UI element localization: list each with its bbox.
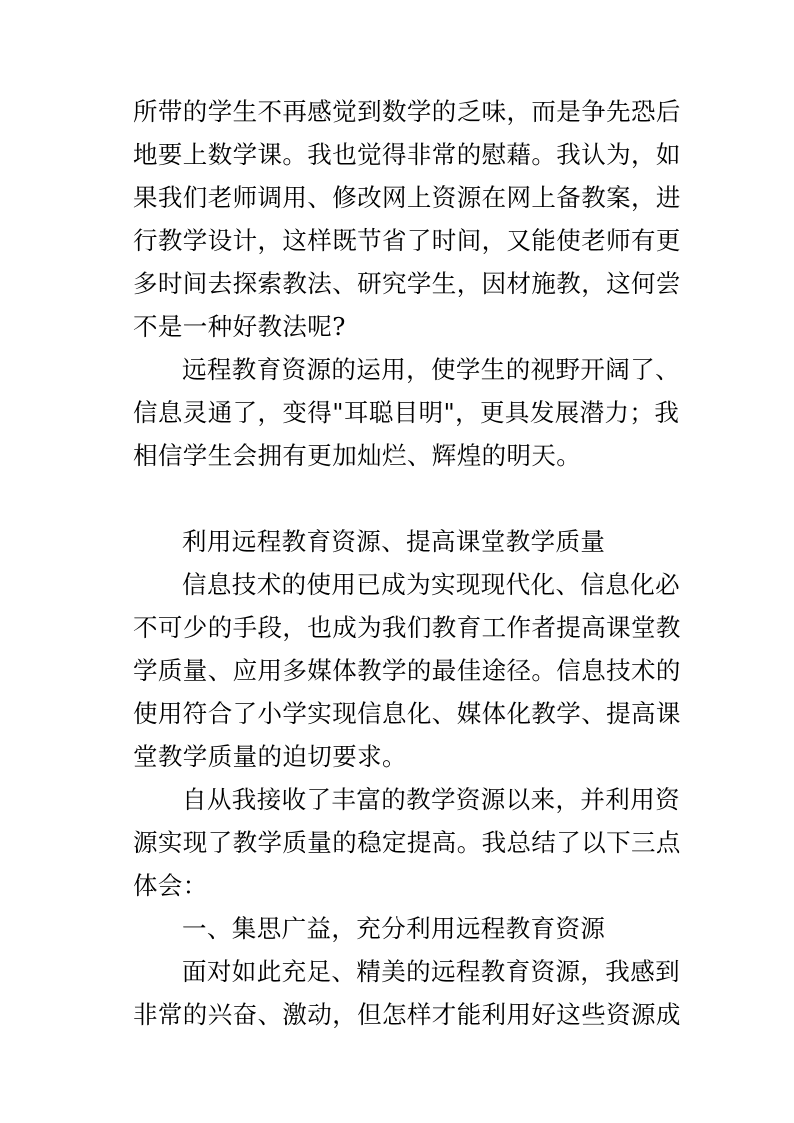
paragraph-start: 面对如此充足、精美的远程教育资源，我感到 bbox=[182, 957, 680, 986]
section-title: 利用远程教育资源、提高课堂教学质量 bbox=[182, 527, 606, 556]
subsection-heading: 一、集思广益，充分利用远程教育资源 bbox=[182, 914, 606, 943]
text-line: 体会： bbox=[133, 871, 208, 900]
text-line: 不可少的手段，也成为我们教育工作者提高课堂教 bbox=[133, 613, 681, 642]
document-page bbox=[133, 90, 681, 1036]
text-line: 堂教学质量的迫切要求。 bbox=[133, 742, 407, 771]
text-line: 非常的兴奋、激动，但怎样才能利用好这些资源成 bbox=[133, 1000, 681, 1029]
text-line: 多时间去探索教法、研究学生，因材施教，这何尝 bbox=[133, 269, 681, 298]
paragraph-start: 信息技术的使用已成为实现现代化、信息化必 bbox=[182, 570, 680, 599]
text-line: 果我们老师调用、修改网上资源在网上备教案，进 bbox=[133, 183, 681, 212]
paragraph-start: 远程教育资源的运用，使学生的视野开阔了、 bbox=[182, 355, 680, 384]
text-line: 行教学设计，这样既节省了时间，又能使老师有更 bbox=[133, 226, 681, 255]
text-line: 不是一种好教法呢? bbox=[133, 312, 346, 341]
paragraph-start: 自从我接收了丰富的教学资源以来，并利用资 bbox=[182, 785, 680, 814]
text-line: 使用符合了小学实现信息化、媒体化教学、提高课 bbox=[133, 699, 681, 728]
blank-line bbox=[133, 477, 663, 520]
text-line: 学质量、应用多媒体教学的最佳途径。信息技术的 bbox=[133, 656, 681, 685]
text-line: 信息灵通了，变得"耳聪目明"，更具发展潜力；我 bbox=[133, 398, 680, 427]
text-line: 源实现了教学质量的稳定提高。我总结了以下三点 bbox=[133, 828, 681, 857]
text-line: 相信学生会拥有更加灿烂、辉煌的明天。 bbox=[133, 441, 582, 470]
text-line: 所带的学生不再感觉到数学的乏味，而是争先恐后 bbox=[133, 97, 681, 126]
text-line: 地要上数学课。我也觉得非常的慰藉。我认为，如 bbox=[133, 140, 681, 169]
